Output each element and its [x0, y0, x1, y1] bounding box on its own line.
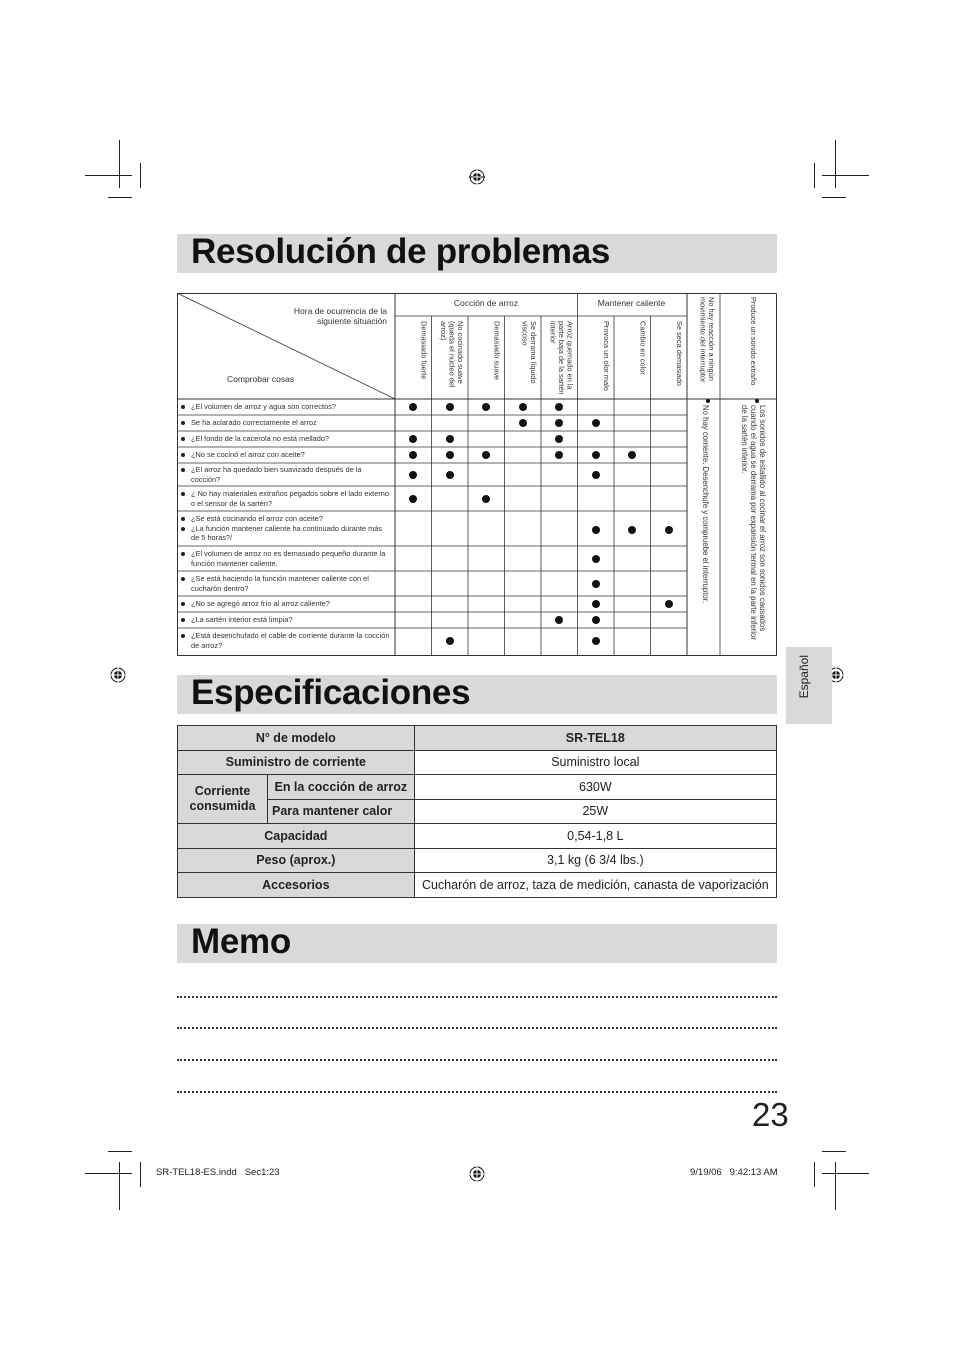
row-question-text: ¿Está desenchufado el cable de corriente durante la cocción de arroz?: [191, 631, 390, 650]
table-row: [181, 447, 391, 463]
check-dot-icon: [665, 600, 673, 608]
bullet-icon: [181, 577, 185, 581]
spec-value: 3,1 kg (6 3/4 lbs.): [414, 848, 776, 873]
row-question-text: ¿Se está cocinando el arroz con aceite?: [191, 514, 323, 524]
bullet-icon: [181, 492, 185, 496]
footer-filename: SR-TEL18-ES.indd Sec1:23: [156, 1167, 280, 1178]
row-question: [181, 465, 391, 484]
memo-title: Memo: [191, 922, 291, 961]
bullet-icon: [181, 602, 185, 606]
check-dot-icon: [409, 471, 417, 479]
specs-table: [177, 725, 777, 898]
check-dot-icon: [592, 451, 600, 459]
table-row: [181, 628, 391, 653]
table-row: [181, 571, 391, 596]
column-header: Cambio en color: [638, 321, 648, 375]
check-dot-icon: [592, 526, 600, 534]
spec-value: 630W: [414, 775, 776, 800]
memo-line: [177, 1091, 777, 1093]
table-row: [181, 415, 391, 431]
bullet-icon: [181, 421, 185, 425]
column-header: Se seca demasiado: [675, 321, 684, 386]
column-header-noise: Produce un sonido extraño: [749, 297, 758, 386]
no-reaction-note: No hay corriente. Desenchufe y compruebe el interruptor.: [701, 405, 710, 604]
table-row: [181, 399, 391, 415]
memo-line: [177, 1059, 777, 1061]
column-header: Demasiado fuerte: [419, 321, 429, 380]
crop-mark: [119, 1162, 120, 1210]
row-question-text: ¿Se está haciendo la función mantener caliente con el cucharón dentro?: [191, 574, 369, 593]
row-question-text: Se ha aclarado correctamente el arroz: [191, 418, 317, 428]
crop-mark: [835, 1162, 836, 1210]
crop-mark: [85, 175, 132, 176]
row-question: [181, 418, 391, 428]
row-question-text: ¿La sartén interior está limpia?: [191, 615, 293, 625]
bullet-icon: [181, 618, 185, 622]
bullet-icon: [181, 634, 185, 638]
column-header: Se derrama líquido viscoso: [520, 321, 538, 384]
row-question: [181, 631, 391, 650]
bullet-icon: [181, 468, 185, 472]
column-header: Demasiado suave: [492, 321, 502, 381]
language-tab: [786, 647, 832, 724]
crop-mark: [119, 140, 120, 188]
crop-mark: [822, 1173, 869, 1174]
row-question: [181, 514, 391, 524]
check-dot-icon: [446, 637, 454, 645]
check-dot-icon: [446, 403, 454, 411]
row-question-text: ¿No se agregó arroz frío al arroz caliente?: [191, 599, 330, 609]
spec-label: Capacidad: [178, 824, 415, 849]
registration-mark-icon: [469, 169, 485, 185]
row-question-text: ¿No se cocinó el arroz con aceite?: [191, 450, 305, 460]
column-header: Arroz quemado en la parte baja de la sartén interior: [548, 321, 575, 395]
spec-label: Peso (aprox.): [178, 848, 415, 873]
crop-mark: [140, 163, 141, 188]
row-question-text: ¿El volumen de arroz no es demasiado pequeño durante la función mantener caliente.: [191, 549, 386, 568]
spec-label: Para mantener calor: [268, 799, 415, 824]
crop-mark: [814, 163, 815, 188]
spec-value: Suministro local: [414, 750, 776, 775]
row-question-text: ¿El fondo de la cacerola no está mellado?: [191, 434, 330, 444]
bullet-icon: [181, 453, 185, 457]
crop-mark: [108, 197, 132, 198]
page-number: 23: [752, 1096, 789, 1133]
row-question: [181, 615, 391, 625]
table-row: [181, 596, 391, 612]
check-dot-icon: [665, 526, 673, 534]
crop-mark: [822, 197, 846, 198]
crop-mark: [835, 140, 836, 188]
row-question: [181, 599, 391, 609]
spec-label: Corriente consumida: [178, 775, 268, 824]
check-dot-icon: [446, 471, 454, 479]
check-dot-icon: [592, 600, 600, 608]
check-dot-icon: [592, 616, 600, 624]
registration-mark-icon: [110, 667, 126, 683]
diagonal-header-bottom: Comprobar cosas: [227, 374, 295, 384]
spec-value: SR-TEL18: [414, 726, 776, 751]
table-row: [178, 775, 777, 800]
spec-value: 0,54-1,8 L: [414, 824, 776, 849]
check-dot-icon: [446, 451, 454, 459]
table-row: [178, 848, 777, 873]
row-question: [181, 450, 391, 460]
row-question-text: ¿ No hay materiales extraños pegados sobre el lado externo o el sensor de la sartén?: [191, 489, 390, 508]
spec-label: En la cocción de arroz: [268, 775, 415, 800]
group-header-keepwarm: Mantener caliente: [597, 298, 666, 308]
crop-mark: [822, 1151, 846, 1152]
table-row: [181, 511, 391, 546]
specs-title: Especificaciones: [191, 673, 471, 712]
column-header-no-reaction: No hay reacción a ningún movimiento del interruptor: [698, 297, 716, 383]
spec-label: Accesorios: [178, 873, 415, 898]
check-dot-icon: [628, 526, 636, 534]
bullet-icon: [181, 437, 185, 441]
row-question: [181, 402, 391, 412]
memo-section-header: [177, 924, 777, 963]
group-header-cooking: Cocción de arroz: [453, 298, 519, 308]
troubleshooting-section-header: [177, 234, 777, 273]
bullet-icon: [706, 399, 710, 403]
diagonal-header-top: Hora de ocurrencia de la siguiente situación: [293, 306, 387, 326]
memo-line: [177, 996, 777, 998]
check-dot-icon: [446, 435, 454, 443]
check-dot-icon: [519, 403, 527, 411]
spec-value: Cucharón de arroz, taza de medición, canasta de vaporización: [414, 873, 776, 898]
table-row: [181, 612, 391, 628]
check-dot-icon: [592, 637, 600, 645]
check-dot-icon: [482, 495, 490, 503]
column-header: No cocinado suave (queda el núcleo del arroz): [439, 321, 465, 388]
language-tab-label: Español: [797, 655, 811, 699]
crop-mark: [814, 1162, 815, 1187]
row-question: [181, 549, 391, 568]
troubleshooting-title: Resolución de problemas: [191, 232, 611, 271]
column-header: Provoca un olor malo: [602, 321, 611, 391]
row-question-text: ¿La función mantener caliente ha continuado durante más de 5 horas?/: [191, 523, 383, 543]
row-question: [181, 524, 391, 543]
table-row: [178, 799, 777, 824]
table-row: [181, 546, 391, 571]
spec-value: 25W: [414, 799, 776, 824]
check-dot-icon: [592, 419, 600, 427]
bullet-icon: [181, 527, 185, 531]
row-question: [181, 574, 391, 593]
crop-mark: [85, 1173, 132, 1174]
bullet-icon: [755, 399, 759, 403]
check-dot-icon: [409, 495, 417, 503]
check-dot-icon: [592, 555, 600, 563]
table-row: [181, 486, 391, 511]
table-row: [181, 463, 391, 486]
crop-mark: [108, 1151, 132, 1152]
row-question: [181, 434, 391, 444]
table-row: [178, 873, 777, 898]
footer-timestamp: 9/19/06 9:42:13 AM: [690, 1167, 778, 1178]
table-row: [181, 431, 391, 447]
registration-mark-icon: [469, 1166, 485, 1182]
noise-note: Los sonidos de estallido al cocinar el arroz son sonidos causados cuando el agua se derrama por expansión termal en la parte inferior de la sartén interior.: [740, 405, 767, 640]
crop-mark: [822, 175, 869, 176]
bullet-icon: [181, 517, 185, 521]
table-row: [178, 726, 777, 751]
memo-line: [177, 1027, 777, 1029]
crop-mark: [140, 1162, 141, 1187]
bullet-icon: [181, 405, 185, 409]
table-row: [178, 750, 777, 775]
specs-section-header: [177, 675, 777, 714]
check-dot-icon: [592, 471, 600, 479]
troubleshooting-table: [177, 293, 777, 656]
row-question-text: ¿El volumen de arroz y agua son correctos?: [191, 402, 337, 412]
check-dot-icon: [592, 580, 600, 588]
bullet-icon: [181, 552, 185, 556]
table-row: [178, 824, 777, 849]
row-question-text: ¿El arroz ha quedado bien suavizado después de la cocción?: [191, 465, 362, 484]
spec-label: Suministro de corriente: [178, 750, 415, 775]
spec-label: N° de modelo: [178, 726, 415, 751]
row-question: [181, 489, 391, 508]
check-dot-icon: [519, 419, 527, 427]
